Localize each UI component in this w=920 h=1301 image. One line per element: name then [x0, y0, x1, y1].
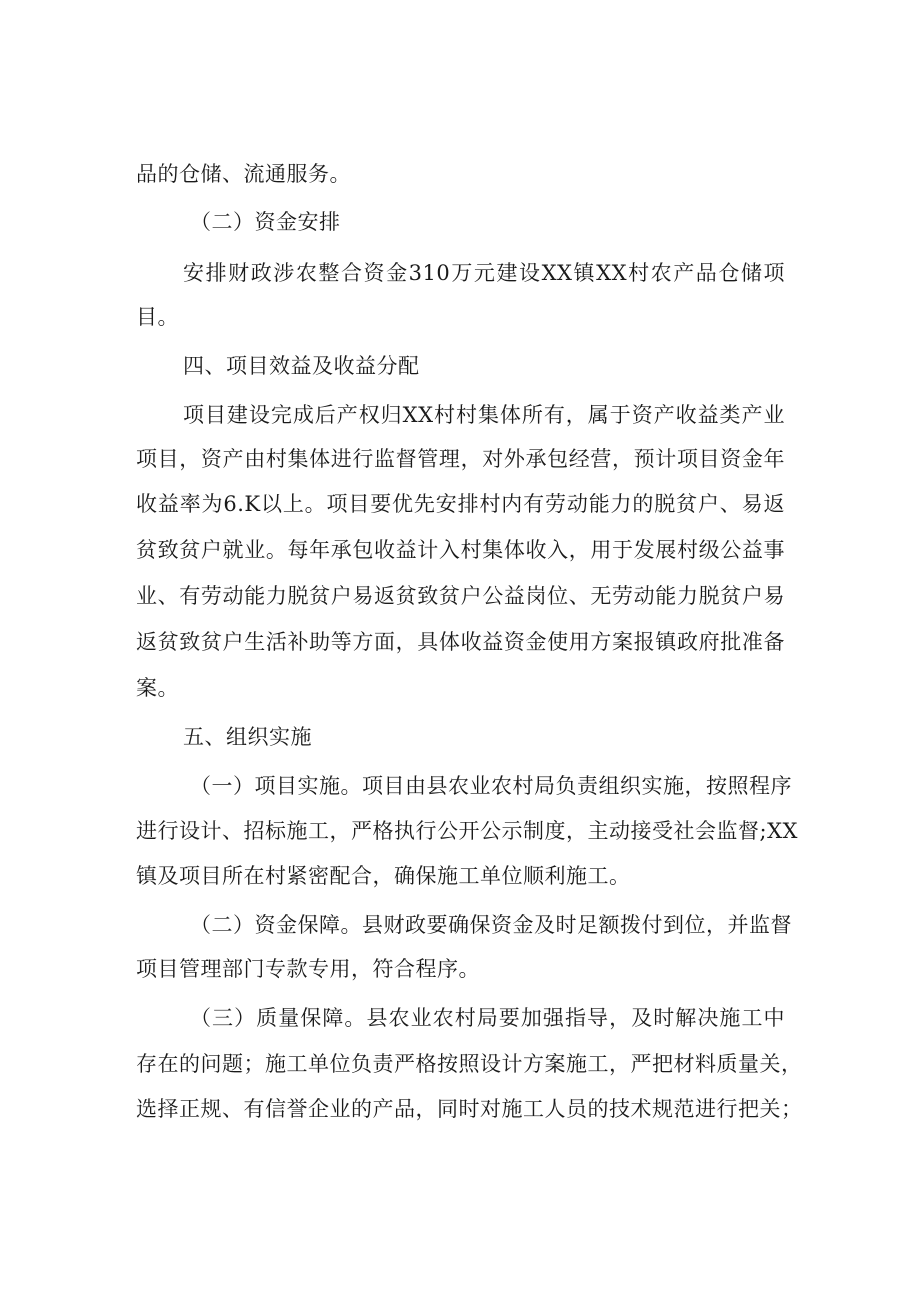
text-line: 业、有劳动能力脱贫户易返贫致贫户公益岗位、无劳动能力脱贫户易: [136, 584, 785, 608]
text-line: 项目，资产由村集体进行监督管理，对外承包经营，预计项目资金年: [136, 447, 785, 471]
text-line: 选择正规、有信誉企业的产品，同时对施工人员的技术规范进行把关；: [136, 1097, 803, 1121]
text-line: 安排财政涉农整合资金310万元建设XX镇XX村农产品仓储项: [183, 261, 785, 285]
text-line: 存在的问题；施工单位负责严格按照设计方案施工，严把材料质量关，: [136, 1052, 803, 1076]
text-line: 镇及项目所在村紧密配合，确保施工单位顺利施工。: [136, 864, 631, 888]
section-heading: 四、项目效益及收益分配: [183, 354, 420, 378]
section-heading: 五、组织实施: [183, 725, 312, 749]
text-line: 品的仓储、流通服务。: [136, 162, 351, 186]
text-line: 收益率为6.K以上。项目要优先安排村内有劳动能力的脱贫户、易返: [136, 492, 785, 516]
text-line: 项目管理部门专款专用，符合程序。: [136, 957, 480, 981]
text-line: （一）项目实施。项目由县农业农村局负责组织实施，按照程序: [190, 774, 792, 798]
text-line: 案。: [136, 676, 179, 700]
text-line: 返贫致贫户生活补助等方面，具体收益资金使用方案报镇政府批准备: [136, 630, 785, 654]
text-line: 项目建设完成后产权归XX村村集体所有，属于资产收益类产业: [183, 403, 785, 427]
text-line: （二）资金保障。县财政要确保资金及时足额拨付到位，并监督: [190, 913, 792, 937]
text-line: 进行设计、招标施工，严格执行公开公示制度，主动接受社会监督;XX: [136, 819, 798, 843]
text-line: （三）质量保障。县农业农村局要加强指导，及时解决施工中: [190, 1006, 785, 1030]
text-line: 贫致贫户就业。每年承包收益计入村集体收入，用于发展村级公益事: [136, 538, 785, 562]
text-line: 目。: [136, 305, 179, 329]
section-heading: （二）资金安排: [190, 210, 341, 234]
